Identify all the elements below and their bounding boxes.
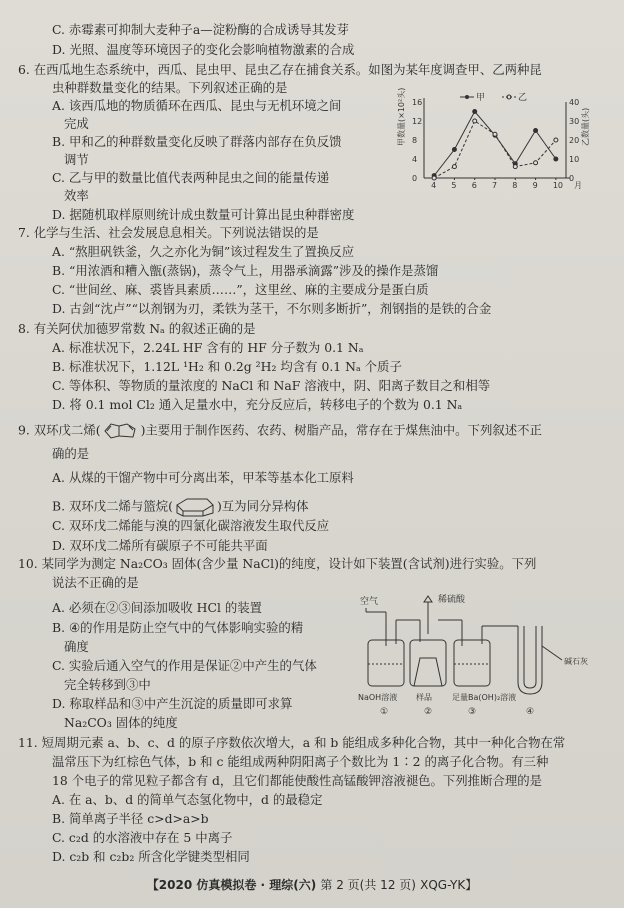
data-point-yi (513, 165, 517, 169)
data-point-jia (554, 157, 558, 161)
x-tick-label: 6 (471, 181, 477, 190)
q11-stem-3: 18 个电子的常见粒子都含有 d，且它们都能使酸性高锰酸钾溶液褪色。下列推断合理的是 (52, 773, 543, 788)
label-sample: 样品 (416, 693, 432, 702)
x-axis-label: 月 (574, 181, 582, 190)
x-tick-label: 10 (552, 181, 564, 190)
footer-title: 【2020 仿真模拟卷 · 理综(六) (146, 878, 317, 892)
q8-option-d: D. 将 0.1 mol Cl₂ 通入足量水中，充分反应后，转移电子的个数为 0.1 Nₐ (52, 397, 463, 412)
q10-option-c1: C. 实验后通入空气的作用是保证②中产生的气体 (52, 658, 317, 673)
right-tick-label: 40 (569, 98, 580, 107)
q10-option-a: A. 必须在②③间添加吸收 HCl 的装置 (52, 600, 263, 615)
legend-yi: 乙 (518, 93, 528, 103)
q8-option-c: C. 等体积、等物质的量浓度的 NaCl 和 NaF 溶液中，阴、阳离子数目之和相等 (52, 378, 491, 393)
label-4: ④ (526, 707, 535, 717)
x-tick-label: 7 (492, 181, 498, 190)
right-tick-label: 20 (569, 136, 580, 145)
q11-stem-1: 11. 短周期元素 a、b、c、d 的原子序数依次增大，a 和 b 能组成多种化合物，其中一种化合物在常 (18, 735, 566, 750)
data-point-yi (452, 165, 456, 169)
q11-option-c: C. c₂d 的水溶液中存在 5 中离子 (52, 830, 233, 845)
right-tick-label: 30 (569, 117, 580, 126)
x-tick-label: 4 (431, 181, 437, 190)
q6-option-d: D. 据随机取样原则统计成虫数量可计算出昆虫种群密度 (52, 207, 355, 222)
q11-option-d: D. c₂b 和 c₂b₂ 所含化学键类型相同 (52, 849, 250, 864)
q9-option-d: D. 双环戊二烯所有碳原子不可能共平面 (52, 538, 268, 553)
q8-option-a: A. 标准状况下，2.24L HF 含有的 HF 分子数为 0.1 Nₐ (52, 340, 364, 355)
right-axis-label: 乙数量(头) (581, 107, 590, 146)
q6-stem-1: 6. 在西瓜地生态系统中，西瓜、昆虫甲、昆虫乙存在捕食关系。如图为某年度调查甲、乙两种昆 (18, 62, 542, 77)
q9-option-b1: B. 双环戊二烯与篮烷( (52, 498, 173, 514)
left-axis-label: 甲数量(×10²头) (397, 88, 406, 146)
q10-option-b2: 确度 (64, 639, 89, 654)
label-soda-lime: 碱石灰 (564, 657, 588, 666)
q6-option-b2: 调节 (64, 152, 89, 167)
data-point-jia (534, 129, 538, 133)
footer-code: XQG-YK】 (420, 878, 478, 892)
label-air: 空气 (360, 597, 379, 607)
q10-option-d1: D. 称取样品和③中产生沉淀的质量即可求算 (52, 696, 293, 711)
q9-stem-1a: 9. 双环戊二烯( (18, 422, 101, 438)
label-1: ① (380, 707, 389, 717)
q6-option-a2: 完成 (64, 116, 89, 131)
q9-stem-2: 确的是 (52, 446, 90, 461)
q9-stem-1b: )主要用于制作医药、农药、树脂产品，常存在于煤焦油中。下列叙述不正 (140, 422, 542, 438)
left-tick-label: 16 (412, 98, 423, 107)
q6-option-c1: C. 乙与甲的数量比值代表两种昆虫之间的能量传递 (52, 170, 330, 185)
q9-option-b (52, 497, 309, 517)
q5-option-c: C. 赤霉素可抑制大麦种子a—淀粉酶的合成诱导其发芽 (52, 22, 349, 37)
q11-option-b: B. 简单离子半径 c>d>a>b (52, 811, 209, 826)
data-point-jia (452, 148, 456, 152)
data-point-jia (473, 110, 477, 114)
label-baoh2: 足量Ba(OH)₂溶液 (452, 693, 517, 702)
q8-option-b: B. 标准状况下，1.12L ¹H₂ 和 0.2g ²H₂ 均含有 0.1 Nₐ 个质子 (52, 359, 402, 374)
q7-stem: 7. 化学与生活、社会发展息息相关。下列说法错误的是 (18, 225, 319, 240)
data-point-yi (554, 138, 558, 142)
population-chart (392, 88, 598, 198)
legend-jia: 甲 (476, 93, 486, 103)
q6-option-a1: A. 该西瓜地的物质循环在西瓜、昆虫与无机环境之间 (52, 98, 342, 113)
q7-option-d: D. 古剑“沈卢”“以剂钢为刃，柔铁为茎干，不尔则多断折”，剂钢指的是铁的合金 (52, 301, 492, 316)
q6-stem-2: 虫种群数量变化的结果。下列叙述正确的是 (52, 80, 288, 95)
data-point-yi (534, 161, 538, 165)
q7-option-c: C. “世间丝、麻、裘皆具素质……”，这里丝、麻的主要成分是蛋白质 (52, 282, 429, 297)
left-tick-label: 8 (412, 136, 418, 145)
data-point-yi (432, 176, 436, 180)
footer-page: 第 2 页(共 12 页) (320, 878, 416, 892)
data-point-yi (493, 132, 497, 136)
q10-option-d2: Na₂CO₃ 固体的纯度 (64, 715, 178, 730)
q10-stem-1: 10. 某同学为测定 Na₂CO₃ 固体(含少量 NaCl)的纯度，设计如下装置(含试剂)进行实验。下列 (18, 556, 537, 571)
dicyclopentadiene-structure (101, 422, 141, 440)
q9-option-c: C. 双环戊二烯能与溴的四氯化碳溶液发生取代反应 (52, 518, 330, 533)
data-point-yi (473, 119, 477, 123)
label-3: ③ (468, 707, 477, 717)
right-tick-label: 0 (569, 174, 575, 183)
x-tick-label: 8 (512, 181, 518, 190)
page-footer (0, 876, 624, 893)
label-naoh: NaOH溶液 (358, 693, 398, 702)
q10-stem-2: 说法不正确的是 (52, 575, 139, 590)
q7-option-b: B. “用浓酒和糟入甑(蒸锅)，蒸令气上，用器承滴露”涉及的操作是蒸馏 (52, 263, 439, 278)
q5-option-d: D. 光照、温度等环境因子的变化会影响植物激素的合成 (52, 42, 355, 57)
left-tick-label: 12 (412, 117, 423, 126)
q8-stem: 8. 有关阿伏加德罗常数 Nₐ 的叙述正确的是 (18, 321, 256, 336)
q6-option-c2: 效率 (64, 188, 89, 203)
left-tick-label: 4 (412, 155, 418, 164)
q11-option-a: A. 在 a、b、d 的简单气态氢化物中，d 的最稳定 (52, 792, 323, 807)
q9-stem-1 (18, 422, 542, 440)
q9-option-a: A. 从煤的干馏产物中可分离出苯，甲苯等基本化工原料 (52, 470, 354, 485)
right-tick-label: 10 (569, 155, 580, 164)
q10-option-c2: 完全转移到③中 (64, 677, 151, 692)
apparatus-diagram (358, 590, 606, 720)
q7-option-a: A. “熬胆矾铁釜，久之亦化为铜”该过程发生了置换反应 (52, 244, 355, 259)
q6-option-b1: B. 甲和乙的种群数量变化反映了群落内部存在负反馈 (52, 134, 342, 149)
q11-stem-2: 温常压下为红棕色气体，b 和 c 能组成两种阴阳离子个数比为 1∶2 的离子化合物。有三种 (52, 754, 549, 769)
basketane-structure (173, 497, 217, 517)
left-tick-label: 0 (412, 174, 418, 183)
label-dilute-sulfuric-acid: 稀硫酸 (438, 595, 466, 605)
label-2: ② (424, 707, 433, 717)
q9-option-b2: )互为同分异构体 (216, 498, 309, 514)
x-tick-label: 9 (532, 181, 538, 190)
q10-option-b1: B. ④的作用是防止空气中的气体影响实验的精 (52, 620, 304, 635)
x-tick-label: 5 (451, 181, 457, 190)
